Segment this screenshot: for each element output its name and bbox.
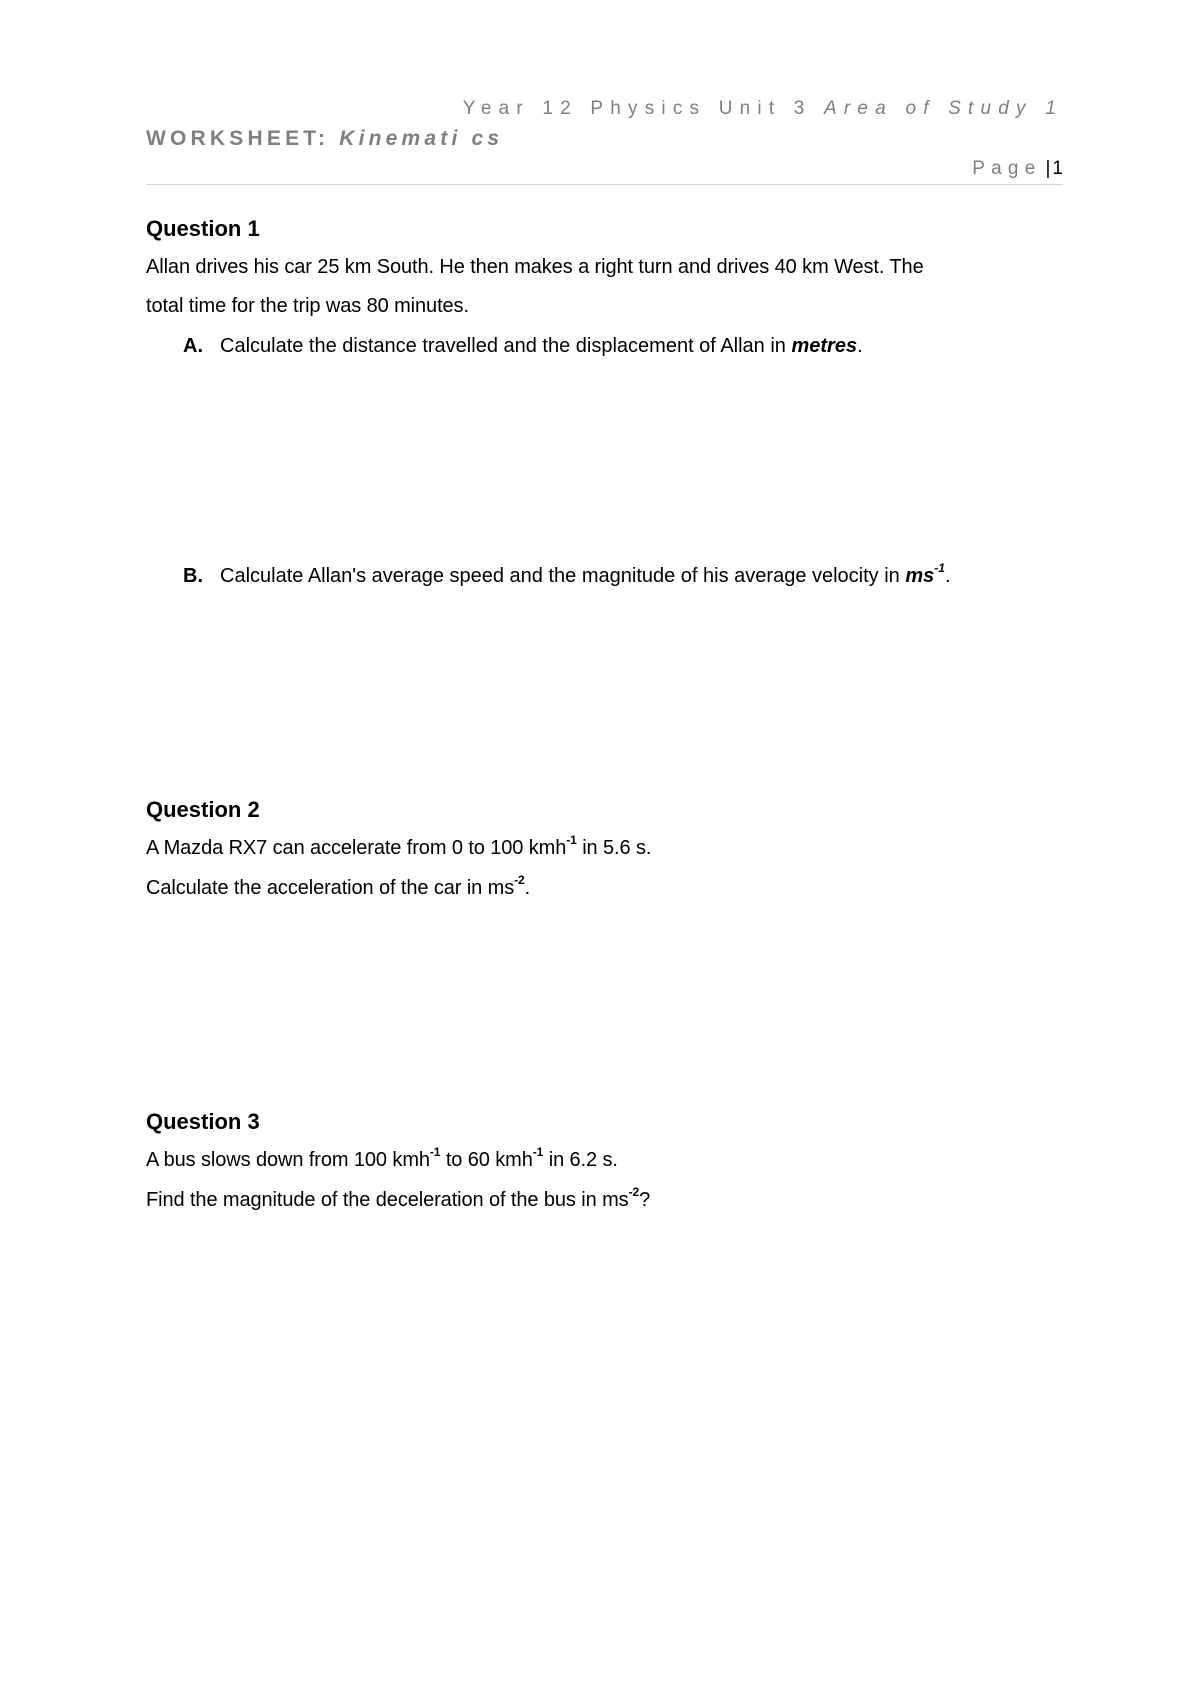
question-2-heading: Question 2 [146, 797, 260, 822]
q2-line1-exponent: -1 [566, 833, 577, 848]
area-of-study: Area of Study 1 [824, 98, 1063, 119]
q3-line1-pre: A bus slows down from 100 kmh [146, 1149, 430, 1171]
part-a-end: . [857, 335, 863, 357]
worksheet-title [146, 127, 503, 151]
part-b-end: . [944, 565, 951, 587]
part-a-text: Calculate the distance travelled and the displacement of Allan in [220, 335, 786, 357]
q2-line2-post: . [524, 877, 531, 899]
question-1-heading: Question 1 [146, 216, 260, 241]
question-1-text-line-1: Allan drives his car 25 km South. He then makes a right turn and drives 40 km West. The [146, 256, 924, 278]
header-divider [146, 184, 1063, 185]
part-b-unit-exponent: -1 [934, 561, 945, 576]
q2-line1-post: in 5.6 s. [576, 837, 652, 859]
question-3-heading: Question 3 [146, 1109, 260, 1134]
q3-line2-exponent: -2 [628, 1185, 640, 1200]
course-header [463, 98, 1063, 120]
part-b-letter: B. [183, 565, 203, 587]
worksheet-label: WORKSHEET: [146, 127, 330, 150]
part-b-text: Calculate Allan's average speed and the magnitude of his average velocity in [220, 565, 900, 587]
part-a-letter: A. [183, 335, 203, 357]
q2-line2-exponent: -2 [514, 873, 525, 888]
worksheet-topic: Kinemati cs [339, 127, 504, 150]
part-a-unit: metres [791, 335, 858, 357]
question-1-part-a [183, 335, 863, 358]
part-b-unit: ms [905, 565, 935, 587]
course-name: Year 12 Physics Unit 3 [462, 98, 812, 119]
q3-line1-mid: to 60 kmh [440, 1149, 533, 1171]
page-separator: | [1045, 158, 1051, 179]
q2-line2-pre: Calculate the acceleration of the car in ms [146, 877, 515, 899]
q2-line1-pre: A Mazda RX7 can accelerate from 0 to 100 kmh [146, 837, 567, 859]
q3-line2-post: ? [639, 1189, 651, 1211]
page-number: 1 [1052, 158, 1063, 179]
question-2-text-line-2 [146, 873, 531, 900]
page-number-block [972, 158, 1063, 180]
q3-line1-post: in 6.2 s. [543, 1149, 618, 1171]
question-2-text-line-1 [146, 833, 652, 860]
question-1-part-b [183, 561, 951, 588]
question-3-text-line-1 [146, 1145, 618, 1172]
q3-line1-exponent-b: -1 [532, 1145, 544, 1160]
q3-line2-pre: Find the magnitude of the deceleration of the bus in ms [146, 1189, 629, 1211]
q3-line1-exponent-a: -1 [429, 1145, 441, 1160]
question-1-text-line-2: total time for the trip was 80 minutes. [146, 295, 469, 317]
question-3-text-line-2 [146, 1185, 651, 1212]
page-label: Page [972, 158, 1042, 179]
